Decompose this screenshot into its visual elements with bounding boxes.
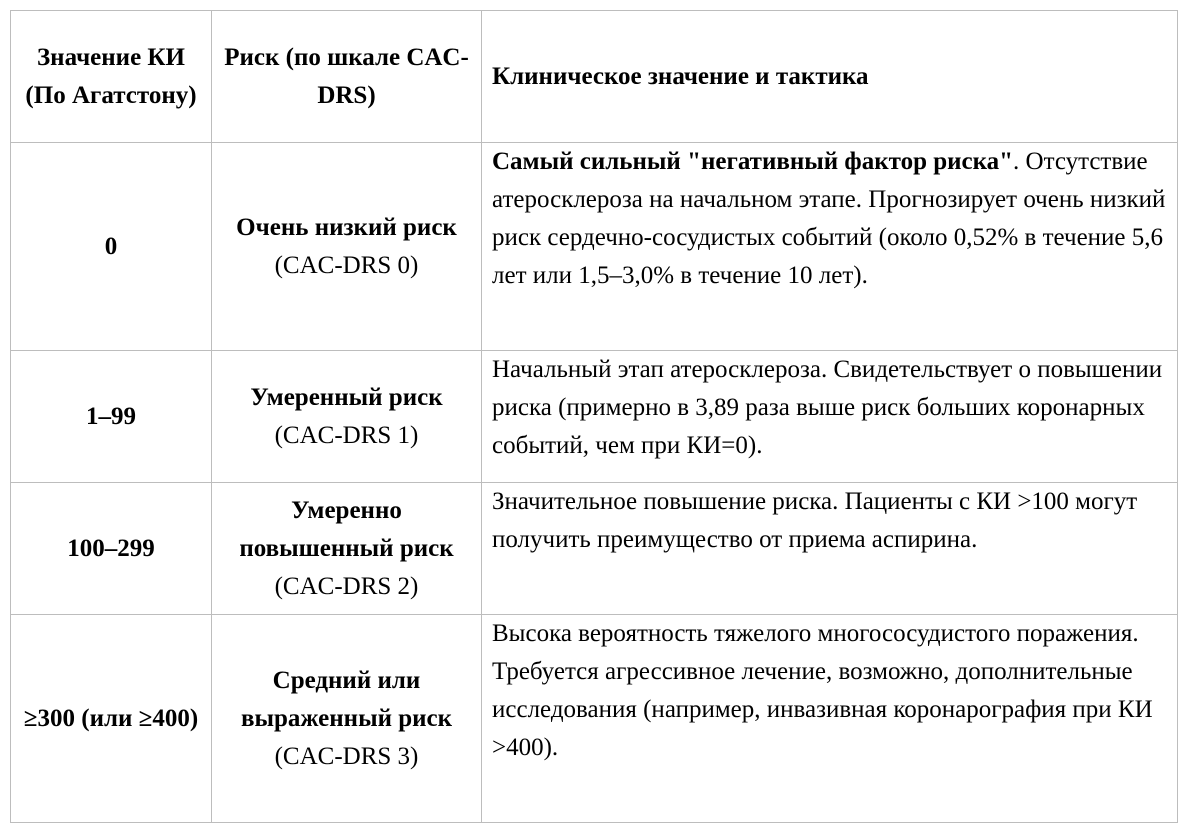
ki-value: 0 <box>11 143 212 351</box>
header-meaning: Клиническое значение и тактика <box>482 11 1178 143</box>
risk-cell <box>212 351 482 483</box>
table-row <box>11 351 1178 483</box>
ki-value: 1–99 <box>11 351 212 483</box>
cac-risk-table <box>10 10 1178 823</box>
description-cell <box>482 143 1178 351</box>
description-text: . Отсутствие атеросклероза на начальном этапе. Прогнозирует очень низкий риск сердечно-сосудистых событий (около 0,52% в течение 5,6 лет или 1,5–3,0% в течение 10 лет). <box>492 148 1166 289</box>
description-text: Высока вероятность тяжелого многососудистого поражения. Требуется агрессивное лечение, возможно, дополнительные исследования (например, инвазивная коронарография при КИ >400). <box>492 620 1153 761</box>
risk-level: Очень низкий риск <box>236 213 457 241</box>
header-risk: Риск (по шкале CAC-DRS) <box>212 11 482 143</box>
table-row <box>11 483 1178 615</box>
risk-level: Умеренно повышенный риск <box>239 496 454 562</box>
risk-code: (CAC-DRS 3) <box>274 742 419 770</box>
table-row <box>11 615 1178 823</box>
risk-level: Средний или выраженный риск <box>240 666 453 732</box>
description-text: Значительное повышение риска. Пациенты с КИ >100 могут получить преимущество от приема аспирина. <box>492 488 1138 553</box>
table-header-row <box>11 11 1178 143</box>
ki-value: 100–299 <box>11 483 212 615</box>
risk-code: (CAC-DRS 1) <box>274 421 419 449</box>
risk-level: Умеренный риск <box>250 383 443 411</box>
risk-cell <box>212 483 482 615</box>
description-cell <box>482 615 1178 823</box>
header-ki: Значение КИ (По Агатстону) <box>11 11 212 143</box>
description-cell <box>482 351 1178 483</box>
risk-cell <box>212 143 482 351</box>
description-text: Начальный этап атеросклероза. Свидетельствует о повышении риска (примерно в 3,89 раза выше риск больших коронарных событий, чем при КИ=0). <box>492 356 1163 459</box>
risk-code: (CAC-DRS 0) <box>274 251 419 279</box>
description-highlight: Самый сильный "негативный фактор риска" <box>492 148 1014 175</box>
risk-code: (CAC-DRS 2) <box>274 572 419 600</box>
table-row <box>11 143 1178 351</box>
risk-cell <box>212 615 482 823</box>
ki-value: ≥300 (или ≥400) <box>11 615 212 823</box>
description-cell <box>482 483 1178 615</box>
